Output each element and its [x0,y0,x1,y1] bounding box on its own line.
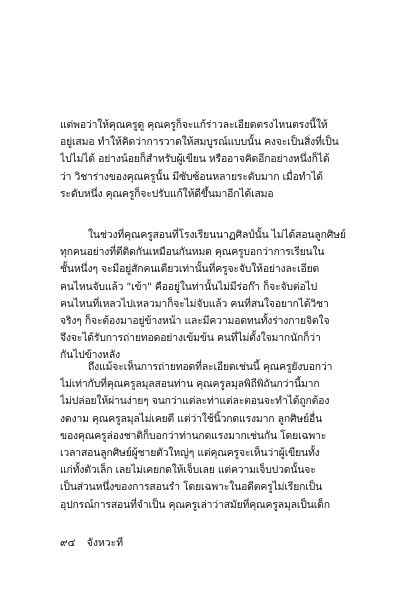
running-title: จังหวะที [86,537,124,549]
text-line: แก่ทั้งตัวเล็ก เลยไม่เคยกดให้เจ็บเลย แต่ความเจ็บปวดนั้นจะ [60,464,316,477]
text-line: จึงจะได้รับการถ่ายทอดอย่างเข้มข้น คนที่ไม่ตั้งใจมากนักก็ว่า [60,332,321,345]
page-number: ๙๔ [60,537,76,549]
text-line: แต่พอว่าให้คุณครูดู คุณครูก็จะแก้ร่าวละเอียดตรงไหนตรงนี้ให้ [60,119,328,131]
text-line: กันไปข้างหลัง [60,349,121,362]
paragraph-2 [60,227,358,365]
text-line: ทุกคนอย่างที่ตีติดกันเหมือนกันหมด คุณครูบอกว่าการเรียนใน [60,246,325,259]
text-line: ชั้นหนึ่งๆ จะมีอยู่สักคนเดียวเท่านั้นที่ครูจะจับให้อย่างละเอียด [60,263,320,276]
text-line: ไม่เท่ากับที่คุณครูลมุลสอนท่าน คุณครูลมุลพิถีพิถันกว่านี้มาก [60,378,320,391]
page-footer [60,536,123,550]
text-line: ถึงแม้จะเห็นการถ่ายทอดที่ละเอียดเช่นนี้ คุณครูยังบอกว่า [88,361,333,373]
text-line: ระดับหนึ่ง คุณครูก็จะปรับแก้ให้ดีขึ้นมาอีกได้เสมอ [60,187,274,200]
text-line: ไม่ปล่อยให้ผ่านง่ายๆ จนกว่าแต่ละท่าแต่ละตอนจะทำได้ถูกต้อง [60,395,330,408]
text-line: เป็นส่วนหนึ่งของการสอนรำ โดยเฉพาะในอดีตครูไม่เรียกเป็น [60,481,323,494]
text-line: ในช่วงที่คุณครูสอนที่โรงเรียนนาฏศิลป์นั้น ไม่ได้สอนลูกศิษย์ [88,229,346,241]
text-line: คนไหนจับแล้ว "เข้า" คืออยู่ในท่านั้นไม่มีร่อก๊า ก็จะจับต่อไป [60,280,318,293]
text-line: อยู่เสมอ ทำให้คิดว่าการวาดให้สมบูรณ์แบบนั้น คงจะเป็นสิ่งที่เป็น [60,136,339,149]
text-line: ว่า วิชาร่างของคุณครูนั้น มีซับซ้อนหลายระดับมาก เมื่อทำได้ [60,170,323,183]
text-line: คนไหนที่เหลวไปเหลวมาก็จะไม่จับแล้ว คนที่สนใจอยากได้วิชา [60,297,329,310]
text-line: เวลาสอนลูกศิษย์ผู้ชายตัวใหญ่ๆ แต่คุณครูจะเห็นว่าผู้เขียนทั้ง [60,446,320,459]
text-line: งดงาม คุณครูลมุลไม่เคยตี แต่ว่าใช้นิ้วกดแรงมาก ลูกศิษย์อื่น [60,412,323,425]
text-line: ไปไม่ได้ อย่างน้อยก็สำหรับผู้เขียน หรืออาจคิดอีกอย่างหนึ่งก็ได้ [60,153,330,166]
text-line: อุปกรณ์การสอนที่จำเป็น คุณครูเล่าว่าสมัยที่คุณครูลมุลเป็นเด็ก [60,498,330,511]
paragraph-3 [60,359,358,514]
text-line: จริงๆ ก็จะต้องมาอยู่ข้างหน้า และมีความอดทนทั้งร่างกายจิตใจ [60,314,330,327]
paragraph-1 [60,117,358,203]
text-line: ของคุณครูล่องชาติก็บอกว่าท่านกดแรงมากเช่นกัน โดยเฉพาะ [60,429,327,442]
